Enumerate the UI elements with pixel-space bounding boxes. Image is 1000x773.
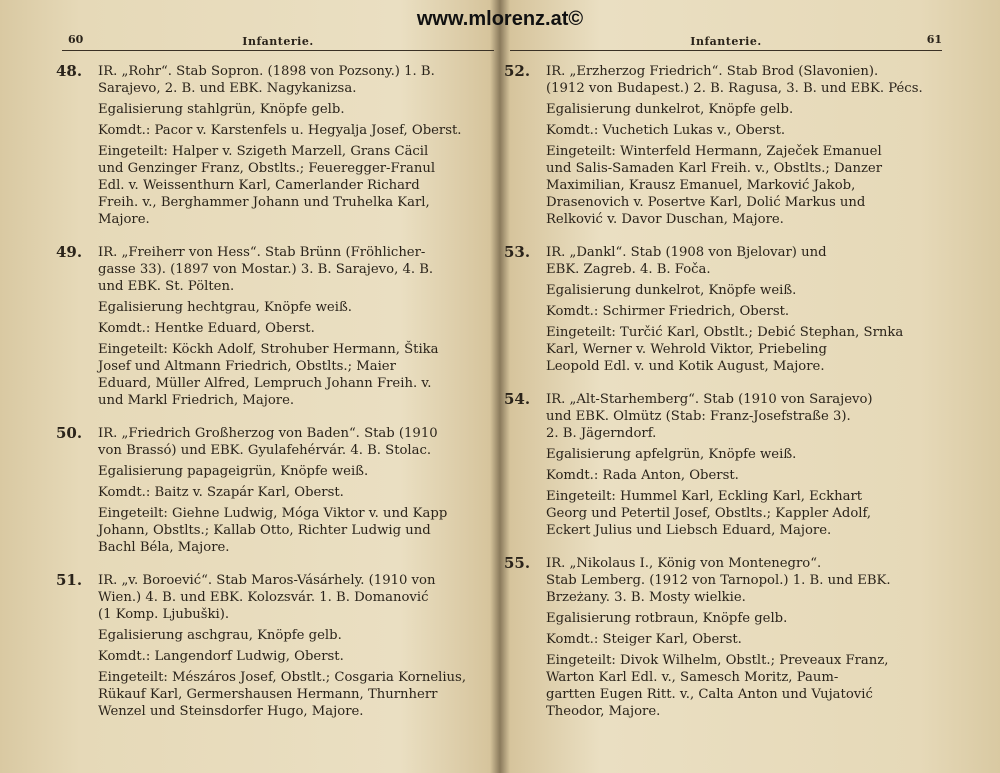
eingeteilt [62,143,494,228]
kommandant: Komdt.: Pacor v. Karstenfels u. Hegyalja Josef, Oberst. [98,123,462,138]
kommandant: Komdt.: Vuchetich Lukas v., Oberst. [546,123,786,138]
eingeteilt-line: Relković v. Davor Duschan, Majore. [546,212,784,227]
entry-heading-line: IR. „Nikolaus I., König von Montenegro“. [546,556,822,571]
entry-heading-line: IR. „Alt-Starhemberg“. Stab (1910 von Sarajevo) [546,392,873,407]
regiment-entry-53 [504,243,942,375]
eingeteilt-line: gartten Eugen Ritt. v., Calta Anton und Vujatović [546,687,873,702]
eingeteilt-line: Majore. [98,212,150,227]
entry-number: 51. [56,571,83,589]
egalisierung: Egalisierung rotbraun, Knöpfe gelb. [546,611,788,626]
regiment-entry-51 [56,571,494,720]
eingeteilt-line: Eingeteilt: Köckh Adolf, Strohuber Hermann, Štika [98,342,439,357]
running-header [62,30,494,51]
left-page [56,30,494,765]
entry-heading-line: IR. „Freiherr von Hess“. Stab Brünn (Fröhlicher- [98,245,426,260]
eingeteilt-line: Eingeteilt: Turčić Karl, Obstlt.; Debić Stephan, Srnka [546,325,904,340]
eingeteilt-line: Wenzel und Steinsdorfer Hugo, Majore. [98,704,364,719]
kommandant: Komdt.: Langendorf Ludwig, Oberst. [98,649,344,664]
entry-heading-line: IR. „Dankl“. Stab (1908 von Bjelovar) und [546,245,827,260]
kommandant: Komdt.: Hentke Eduard, Oberst. [98,321,315,336]
running-header [510,30,942,51]
eingeteilt-line: Warton Karl Edl. v., Samesch Moritz, Paum- [546,670,839,685]
eingeteilt-line: Theodor, Majore. [546,704,661,719]
entry-heading-line: Brzeżany. 3. B. Mosty wielkie. [546,590,746,605]
entry-heading-line: gasse 33). (1897 von Mostar.) 3. B. Sarajevo, 4. B. [98,262,434,277]
egalisierung: Egalisierung hechtgrau, Knöpfe weiß. [98,300,352,315]
eingeteilt-line: und Salis-Samaden Karl Freih. v., Obstlts.; Danzer [546,161,883,176]
entry-heading-line: EBK. Zagreb. 4. B. Foča. [546,262,711,277]
page-number: 60 [68,33,84,46]
egalisierung: Egalisierung dunkelrot, Knöpfe gelb. [546,102,794,117]
eingeteilt-line: Freih. v., Berghammer Johann und Truhelka Karl, [98,195,430,210]
eingeteilt [510,324,942,375]
eingeteilt-line: Johann, Obstlts.; Kallab Otto, Richter Ludwig und [98,523,431,538]
entry-number: 52. [504,62,531,80]
eingeteilt [510,488,942,539]
eingeteilt-line: Leopold Edl. v. und Kotik August, Majore. [546,359,825,374]
kommandant: Komdt.: Baitz v. Szapár Karl, Oberst. [98,485,344,500]
eingeteilt-line: Georg und Petertil Josef, Obstlts.; Kappler Adolf, [546,506,872,521]
entry-heading-line: Wien.) 4. B. und EBK. Kolozsvár. 1. B. Domanović [98,590,429,605]
regiment-entry-54 [504,390,942,539]
eingeteilt-line: Karl, Werner v. Wehrold Viktor, Priebeling [546,342,827,357]
regiment-entry-55 [504,554,942,720]
entry-number: 54. [504,390,531,408]
running-head-title: Infanterie. [690,35,762,48]
kommandant: Komdt.: Steiger Karl, Oberst. [546,632,742,647]
regiment-entry-48 [56,62,494,228]
entry-number: 55. [504,554,531,572]
entry-heading-line: IR. „Rohr“. Stab Sopron. (1898 von Pozsony.) 1. B. [98,64,435,79]
eingeteilt-line: Eduard, Müller Alfred, Lempruch Johann Freih. v. [98,376,432,391]
eingeteilt-line: Edl. v. Weissenthurn Karl, Camerlander Richard [98,178,420,193]
page-number: 61 [926,33,942,46]
entry-heading-line: und EBK. Olmütz (Stab: Franz-Josefstraße 3). [546,409,851,424]
eingeteilt [62,669,494,720]
eingeteilt [510,143,942,228]
watermark: www.mlorenz.at© [416,8,584,30]
eingeteilt [510,652,942,720]
entry-heading-line: Stab Lemberg. (1912 von Tarnopol.) 1. B. und EBK. [546,573,891,588]
right-page [504,30,942,765]
eingeteilt-line: Rükauf Karl, Germershausen Hermann, Thurnherr [98,687,438,702]
entry-heading-line: (1 Komp. Ljubuški). [98,607,230,622]
eingeteilt-line: Josef und Altmann Friedrich, Obstlts.; Maier [98,359,396,374]
eingeteilt-line: Eingeteilt: Halper v. Szigeth Marzell, Grans Cäcil [98,144,429,159]
regiment-entry-50 [56,424,494,556]
running-head-title: Infanterie. [242,35,314,48]
eingeteilt [62,505,494,556]
kommandant: Komdt.: Rada Anton, Oberst. [546,468,739,483]
egalisierung: Egalisierung aschgrau, Knöpfe gelb. [98,628,342,643]
eingeteilt-line: Eingeteilt: Winterfeld Hermann, Zaječek Emanuel [546,144,882,159]
egalisierung: Egalisierung dunkelrot, Knöpfe weiß. [546,283,797,298]
eingeteilt-line: Maximilian, Krausz Emanuel, Marković Jakob, [546,178,856,193]
eingeteilt-line: Eingeteilt: Giehne Ludwig, Móga Viktor v. und Kapp [98,506,448,521]
egalisierung: Egalisierung apfelgrün, Knöpfe weiß. [546,447,797,462]
entry-heading-line: Sarajevo, 2. B. und EBK. Nagykanizsa. [98,81,357,96]
entry-number: 49. [56,243,83,261]
eingeteilt-line: Drasenovich v. Posertve Karl, Dolić Markus und [546,195,866,210]
eingeteilt-line: und Genzinger Franz, Obstlts.; Feueregger-Franul [98,161,436,176]
egalisierung: Egalisierung stahlgrün, Knöpfe gelb. [98,102,345,117]
entry-heading-line: 2. B. Jägerndorf. [546,426,657,441]
eingeteilt-line: und Markl Friedrich, Majore. [98,393,295,408]
eingeteilt-line: Eingeteilt: Hummel Karl, Eckling Karl, Eckhart [546,489,863,504]
eingeteilt-line: Eingeteilt: Mészáros Josef, Obstlt.; Cosgaria Kornelius, [98,670,467,685]
entry-heading-line: (1912 von Budapest.) 2. B. Ragusa, 3. B. und EBK. Pécs. [546,81,923,96]
entry-heading-line: IR. „v. Boroević“. Stab Maros-Vásárhely. (1910 von [98,573,436,588]
entry-number: 50. [56,424,83,442]
egalisierung: Egalisierung papageigrün, Knöpfe weiß. [98,464,369,479]
eingeteilt-line: Bachl Béla, Majore. [98,540,230,555]
entry-heading-line: von Brassó) und EBK. Gyulafehérvár. 4. B. Stolac. [98,443,432,458]
entry-number: 48. [56,62,83,80]
eingeteilt [62,341,494,409]
entry-heading-line: und EBK. St. Pölten. [98,279,235,294]
kommandant: Komdt.: Schirmer Friedrich, Oberst. [546,304,790,319]
regiment-entry-52 [504,62,942,228]
entry-heading-line: IR. „Erzherzog Friedrich“. Stab Brod (Slavonien). [546,64,879,79]
regiment-entry-49 [56,243,494,409]
eingeteilt-line: Eingeteilt: Divok Wilhelm, Obstlt.; Preveaux Franz, [546,653,889,668]
eingeteilt-line: Eckert Julius und Liebsch Eduard, Majore. [546,523,832,538]
entry-number: 53. [504,243,531,261]
entry-heading-line: IR. „Friedrich Großherzog von Baden“. Stab (1910 [98,426,438,441]
